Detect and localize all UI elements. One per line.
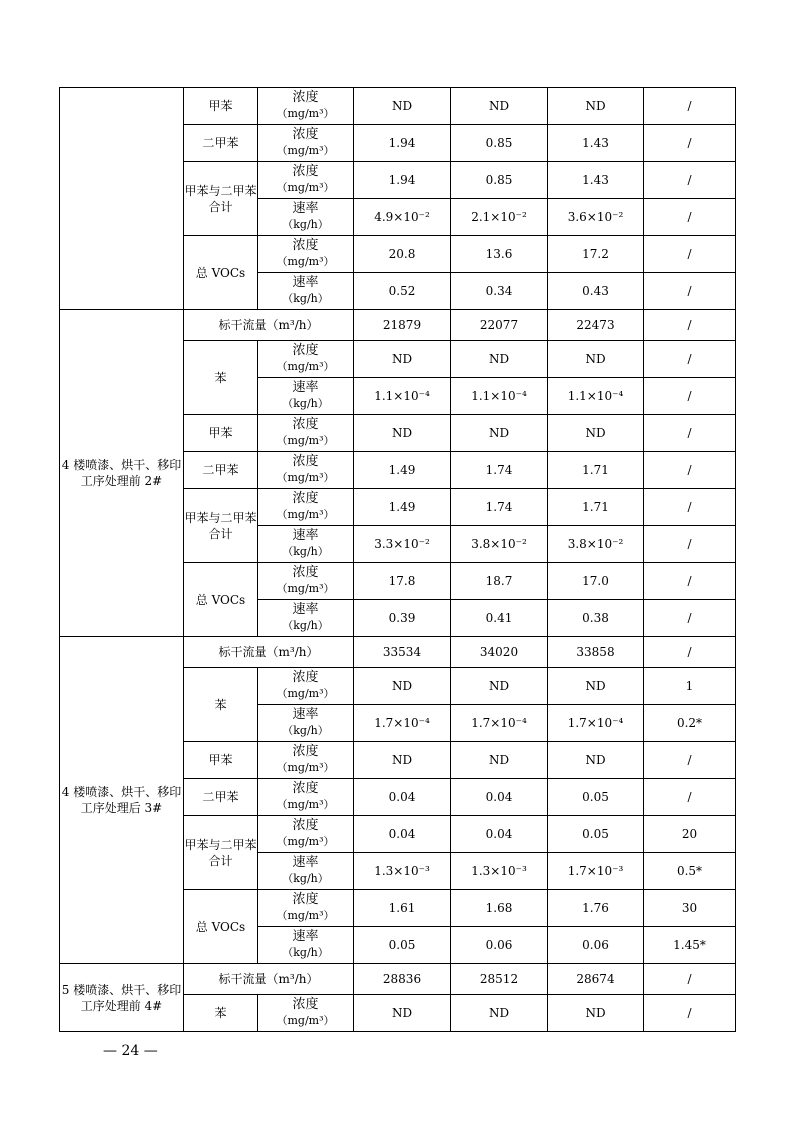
limit-value: / [644,199,736,236]
parameter-unit: （kg/h） [282,619,329,632]
parameter-name: 浓度 [292,164,319,179]
measured-value: 0.43 [548,273,644,310]
parameter-cell [258,600,354,637]
measured-value: 1.74 [451,489,548,526]
parameter-name: 速率 [292,528,319,543]
parameter-unit: （mg/m³） [276,107,335,120]
parameter-cell [258,890,354,927]
parameter-unit: （mg/m³） [276,255,335,268]
measured-value: 0.85 [451,125,548,162]
limit-value: 1.45* [644,927,736,964]
parameter-name: 速率 [292,707,319,722]
flow-value: 22077 [451,310,548,341]
measured-value: 1.1×10⁻⁴ [548,378,644,415]
measured-value: 0.04 [451,779,548,816]
measured-value: 1.74 [451,452,548,489]
parameter-unit: （kg/h） [282,218,329,231]
parameter-unit: （mg/m³） [276,144,335,157]
pollutant-name: 总 VOCs [184,890,258,964]
pollutant-name: 苯 [184,668,258,742]
pollutant-name: 甲苯 [184,415,258,452]
parameter-unit: （mg/m³） [276,471,335,484]
parameter-cell [258,816,354,853]
measured-value: 13.6 [451,236,548,273]
measured-value: 4.9×10⁻² [354,199,451,236]
parameter-name: 速率 [292,602,319,617]
limit-value: / [644,125,736,162]
measured-value: 3.8×10⁻² [451,526,548,563]
flow-label: 标干流量（m³/h） [184,964,354,995]
parameter-name: 浓度 [292,565,319,580]
pollutant-name: 甲苯与二甲苯合计 [184,816,258,890]
parameter-unit: （kg/h） [282,946,329,959]
measured-value: 1.71 [548,452,644,489]
measured-value: 0.85 [451,162,548,199]
parameter-unit: （kg/h） [282,545,329,558]
measured-value: 3.8×10⁻² [548,526,644,563]
measured-value: 1.7×10⁻³ [548,853,644,890]
measured-value: 0.06 [451,927,548,964]
measured-value: 2.1×10⁻² [451,199,548,236]
parameter-name: 浓度 [292,417,319,432]
parameter-unit: （mg/m³） [276,181,335,194]
parameter-cell [258,779,354,816]
parameter-cell [258,927,354,964]
parameter-cell [258,668,354,705]
pollutant-name: 甲苯与二甲苯合计 [184,489,258,563]
measured-value: ND [451,668,548,705]
parameter-cell [258,489,354,526]
pollutant-name: 甲苯 [184,88,258,125]
parameter-cell [258,341,354,378]
parameter-unit: （kg/h） [282,292,329,305]
measured-value: 1.76 [548,890,644,927]
measured-value: ND [354,88,451,125]
measured-value: 17.8 [354,563,451,600]
measured-value: 1.1×10⁻⁴ [451,378,548,415]
table-row [60,310,736,341]
measured-value: 1.94 [354,162,451,199]
measured-value: ND [451,995,548,1032]
parameter-name: 速率 [292,855,319,870]
measured-value: 0.04 [354,816,451,853]
parameter-name: 速率 [292,201,319,216]
limit-value: / [644,236,736,273]
sampling-location [60,88,184,310]
flow-value: / [644,310,736,341]
measured-value: 0.06 [548,927,644,964]
parameter-cell [258,995,354,1032]
measured-value: 0.34 [451,273,548,310]
parameter-unit: （mg/m³） [276,508,335,521]
parameter-cell [258,199,354,236]
measured-value: ND [354,995,451,1032]
parameter-unit: （mg/m³） [276,434,335,447]
parameter-unit: （mg/m³） [276,761,335,774]
parameter-unit: （mg/m³） [276,1014,335,1027]
pollutant-name: 甲苯 [184,742,258,779]
measured-value: ND [548,88,644,125]
measured-value: 1.94 [354,125,451,162]
measured-value: 0.05 [548,779,644,816]
limit-value: 20 [644,816,736,853]
flow-label: 标干流量（m³/h） [184,310,354,341]
parameter-unit: （kg/h） [282,724,329,737]
parameter-unit: （mg/m³） [276,582,335,595]
measured-value: ND [354,742,451,779]
measured-value: ND [548,668,644,705]
limit-value: 1 [644,668,736,705]
parameter-cell [258,88,354,125]
measured-value: 0.05 [354,927,451,964]
measured-value: ND [451,88,548,125]
parameter-name: 速率 [292,929,319,944]
parameter-name: 浓度 [292,127,319,142]
measured-value: ND [451,742,548,779]
limit-value: 0.2* [644,705,736,742]
measured-value: 1.1×10⁻⁴ [354,378,451,415]
measured-value: 1.7×10⁻⁴ [354,705,451,742]
limit-value: / [644,600,736,637]
parameter-name: 速率 [292,275,319,290]
pollutant-name: 二甲苯 [184,125,258,162]
parameter-unit: （mg/m³） [276,835,335,848]
limit-value: / [644,526,736,563]
parameter-unit: （mg/m³） [276,909,335,922]
measured-value: 1.61 [354,890,451,927]
measured-value: ND [354,415,451,452]
flow-value: 28836 [354,964,451,995]
sampling-location: 4 楼喷漆、烘干、移印工序处理后 3# [60,637,184,964]
limit-value: 30 [644,890,736,927]
measured-value: 1.43 [548,162,644,199]
pollutant-name: 甲苯与二甲苯合计 [184,162,258,236]
parameter-cell [258,452,354,489]
parameter-cell [258,273,354,310]
parameter-unit: （mg/m³） [276,798,335,811]
measured-value: ND [548,341,644,378]
measured-value: ND [548,742,644,779]
pollutant-name: 总 VOCs [184,563,258,637]
parameter-name: 浓度 [292,238,319,253]
parameter-unit: （mg/m³） [276,687,335,700]
parameter-cell [258,742,354,779]
limit-value: / [644,995,736,1032]
pollutant-name: 二甲苯 [184,452,258,489]
measured-value: 17.2 [548,236,644,273]
emission-monitoring-table [59,87,736,1032]
measured-value: 1.7×10⁻⁴ [548,705,644,742]
measured-value: 18.7 [451,563,548,600]
measured-value: 0.04 [451,816,548,853]
limit-value: / [644,378,736,415]
measured-value: ND [451,415,548,452]
flow-value: 21879 [354,310,451,341]
limit-value: / [644,162,736,199]
limit-value: / [644,563,736,600]
limit-value: / [644,415,736,452]
limit-value: / [644,742,736,779]
measured-value: 1.43 [548,125,644,162]
flow-value: / [644,964,736,995]
measured-value: 3.6×10⁻² [548,199,644,236]
parameter-cell [258,162,354,199]
parameter-unit: （kg/h） [282,872,329,885]
table-row [60,964,736,995]
limit-value: / [644,273,736,310]
measured-value: 1.3×10⁻³ [354,853,451,890]
measured-value: ND [354,341,451,378]
parameter-cell [258,526,354,563]
measured-value: 1.7×10⁻⁴ [451,705,548,742]
parameter-unit: （mg/m³） [276,360,335,373]
table-row [60,637,736,668]
measured-value: ND [548,995,644,1032]
parameter-name: 浓度 [292,818,319,833]
flow-value: 22473 [548,310,644,341]
measured-value: 0.04 [354,779,451,816]
pollutant-name: 二甲苯 [184,779,258,816]
measured-value: 0.38 [548,600,644,637]
table-row [60,88,736,125]
flow-value: / [644,637,736,668]
sampling-location: 4 楼喷漆、烘干、移印工序处理前 2# [60,310,184,637]
flow-value: 34020 [451,637,548,668]
pollutant-name: 苯 [184,341,258,415]
measured-value: 0.39 [354,600,451,637]
limit-value: 0.5* [644,853,736,890]
measured-value: 17.0 [548,563,644,600]
page-number: — 24 — [103,1043,158,1059]
parameter-name: 浓度 [292,90,319,105]
flow-value: 33858 [548,637,644,668]
parameter-cell [258,378,354,415]
parameter-cell [258,563,354,600]
parameter-name: 浓度 [292,454,319,469]
parameter-name: 浓度 [292,491,319,506]
measured-value: ND [451,341,548,378]
limit-value: / [644,452,736,489]
parameter-name: 浓度 [292,892,319,907]
flow-value: 28674 [548,964,644,995]
limit-value: / [644,779,736,816]
parameter-name: 浓度 [292,744,319,759]
parameter-cell [258,705,354,742]
measured-value: 1.49 [354,489,451,526]
parameter-cell [258,415,354,452]
measured-value: 20.8 [354,236,451,273]
measured-value: 1.68 [451,890,548,927]
parameter-name: 浓度 [292,781,319,796]
measured-value: 1.71 [548,489,644,526]
pollutant-name: 苯 [184,995,258,1032]
parameter-cell [258,236,354,273]
parameter-name: 速率 [292,380,319,395]
measured-value: ND [548,415,644,452]
measured-value: 1.3×10⁻³ [451,853,548,890]
limit-value: / [644,341,736,378]
parameter-name: 浓度 [292,997,319,1012]
flow-value: 33534 [354,637,451,668]
measured-value: 1.49 [354,452,451,489]
parameter-cell [258,125,354,162]
limit-value: / [644,88,736,125]
measured-value: 0.41 [451,600,548,637]
limit-value: / [644,489,736,526]
parameter-name: 浓度 [292,670,319,685]
sampling-location: 5 楼喷漆、烘干、移印工序处理前 4# [60,964,184,1032]
parameter-unit: （kg/h） [282,397,329,410]
parameter-name: 浓度 [292,343,319,358]
measured-value: 3.3×10⁻² [354,526,451,563]
measured-value: ND [354,668,451,705]
measured-value: 0.05 [548,816,644,853]
flow-value: 28512 [451,964,548,995]
flow-label: 标干流量（m³/h） [184,637,354,668]
parameter-cell [258,853,354,890]
pollutant-name: 总 VOCs [184,236,258,310]
measured-value: 0.52 [354,273,451,310]
